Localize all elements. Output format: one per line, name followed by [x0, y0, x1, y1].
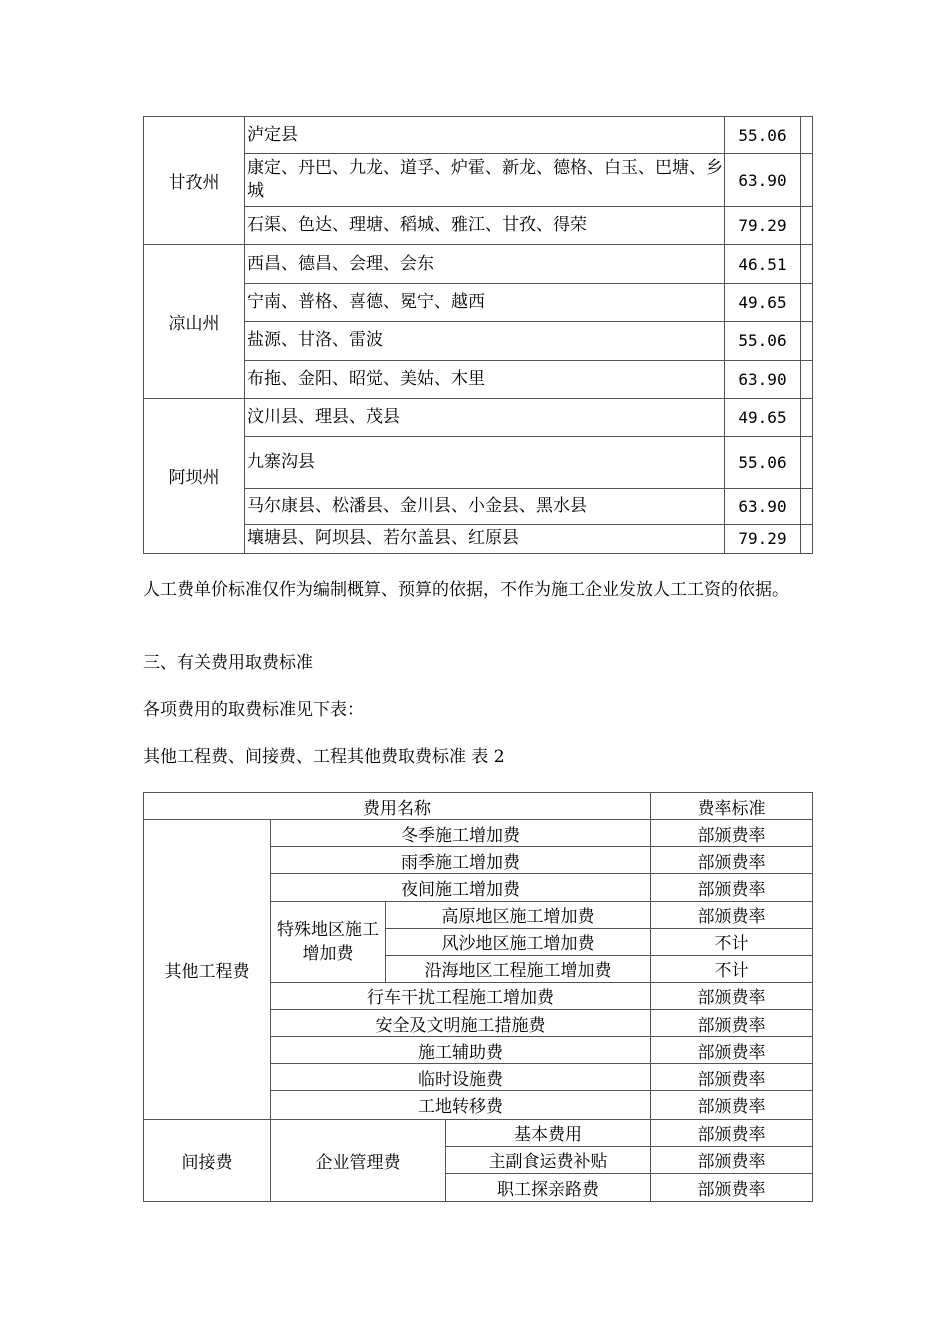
blank-cell — [801, 117, 813, 154]
group-label-special-area: 特殊地区施工增加费 — [271, 901, 386, 982]
wage-rate-table — [143, 116, 813, 554]
blank-cell — [801, 245, 813, 284]
table-row — [144, 488, 813, 524]
counties-cell: 马尔康县、松潘县、金川县、小金县、黑水县 — [245, 488, 725, 524]
rate-cell: 79.29 — [725, 524, 801, 553]
rate-cell: 55.06 — [725, 117, 801, 154]
fee-rate-cell: 部颁费率 — [651, 820, 813, 847]
intro-paragraph: 各项费用的取费标准见下表： — [143, 700, 364, 720]
fee-rate-cell: 部颁费率 — [651, 901, 813, 928]
blank-cell — [801, 436, 813, 488]
blank-cell — [801, 488, 813, 524]
fee-rate-cell: 不计 — [651, 928, 813, 955]
table-row — [144, 436, 813, 488]
blank-cell — [801, 207, 813, 245]
table-row — [144, 245, 813, 284]
fee-rate-cell: 部颁费率 — [651, 847, 813, 874]
fee-name-cell: 基本费用 — [446, 1119, 651, 1146]
counties-cell: 泸定县 — [245, 117, 725, 154]
table-row — [144, 524, 813, 553]
blank-cell — [801, 322, 813, 360]
table2-caption: 其他工程费、间接费、工程其他费取费标准 表 2 — [143, 747, 505, 767]
counties-cell: 西昌、德昌、会理、会东 — [245, 245, 725, 284]
table-row — [144, 117, 813, 154]
table-row — [144, 820, 813, 847]
counties-cell: 汶川县、理县、茂县 — [245, 398, 725, 436]
region-cell: 凉山州 — [144, 245, 245, 398]
fee-rate-cell: 部颁费率 — [651, 1091, 813, 1119]
rate-cell: 55.06 — [725, 322, 801, 360]
fee-rate-cell: 部颁费率 — [651, 874, 813, 901]
table-row — [144, 360, 813, 398]
blank-cell — [801, 360, 813, 398]
rate-cell: 49.65 — [725, 398, 801, 436]
table-row — [144, 1119, 813, 1146]
rate-cell: 63.90 — [725, 360, 801, 398]
counties-cell: 盐源、甘洛、雷波 — [245, 322, 725, 360]
fee-name-cell: 施工辅助费 — [271, 1037, 651, 1064]
rate-cell: 55.06 — [725, 436, 801, 488]
blank-cell — [801, 524, 813, 553]
table-row — [144, 207, 813, 245]
fee-name-cell: 安全及文明施工措施费 — [271, 1010, 651, 1037]
fee-rate-cell: 部颁费率 — [651, 1146, 813, 1173]
section-heading: 三、有关费用取费标准 — [143, 653, 313, 673]
fee-name-cell: 主副食运费补贴 — [446, 1146, 651, 1173]
blank-cell — [801, 284, 813, 322]
counties-cell: 壤塘县、阿坝县、若尔盖县、红原县 — [245, 524, 725, 553]
fee-name-cell: 工地转移费 — [271, 1091, 651, 1119]
fee-rate-cell: 部颁费率 — [651, 1119, 813, 1146]
counties-cell: 石渠、色达、理塘、稻城、雅江、甘孜、得荣 — [245, 207, 725, 245]
fee-name-cell: 行车干扰工程施工增加费 — [271, 982, 651, 1009]
fee-name-cell: 高原地区施工增加费 — [386, 901, 651, 928]
fee-rate-cell: 部颁费率 — [651, 982, 813, 1009]
rate-cell: 49.65 — [725, 284, 801, 322]
table-row — [144, 322, 813, 360]
blank-cell — [801, 398, 813, 436]
rate-cell: 79.29 — [725, 207, 801, 245]
rate-cell: 63.90 — [725, 154, 801, 207]
fee-rate-cell: 部颁费率 — [651, 1064, 813, 1091]
region-cell: 阿坝州 — [144, 398, 245, 553]
header-fee-name: 费用名称 — [144, 793, 651, 820]
fee-name-cell: 风沙地区施工增加费 — [386, 928, 651, 955]
fee-rate-cell: 部颁费率 — [651, 1010, 813, 1037]
counties-cell: 康定、丹巴、九龙、道孚、炉霍、新龙、德格、白玉、巴塘、乡城 — [245, 154, 725, 207]
table-row — [144, 398, 813, 436]
fee-rate-cell: 部颁费率 — [651, 1037, 813, 1064]
fee-name-cell: 雨季施工增加费 — [271, 847, 651, 874]
group-label-management: 企业管理费 — [271, 1119, 446, 1202]
header-fee-rate: 费率标准 — [651, 793, 813, 820]
table-header-row — [144, 793, 813, 820]
rate-cell: 63.90 — [725, 488, 801, 524]
fee-name-cell: 临时设施费 — [271, 1064, 651, 1091]
blank-cell — [801, 154, 813, 207]
fee-name-cell: 沿海地区工程施工增加费 — [386, 955, 651, 982]
region-cell: 甘孜州 — [144, 117, 245, 245]
rate-cell: 46.51 — [725, 245, 801, 284]
fee-name-cell: 职工探亲路费 — [446, 1173, 651, 1201]
group-label-indirect: 间接费 — [144, 1119, 271, 1202]
wage-note-paragraph: 人工费单价标准仅作为编制概算、预算的依据，不作为施工企业发放人工工资的依据。 — [143, 580, 789, 600]
fee-rate-cell: 不计 — [651, 955, 813, 982]
fee-name-cell: 冬季施工增加费 — [271, 820, 651, 847]
fee-rate-cell: 部颁费率 — [651, 1173, 813, 1201]
counties-cell: 宁南、普格、喜德、冕宁、越西 — [245, 284, 725, 322]
fee-standard-table — [143, 792, 813, 1202]
table-row — [144, 154, 813, 207]
counties-cell: 九寨沟县 — [245, 436, 725, 488]
group-label-other-works: 其他工程费 — [144, 820, 271, 1119]
counties-cell: 布拖、金阳、昭觉、美姑、木里 — [245, 360, 725, 398]
table-row — [144, 284, 813, 322]
fee-name-cell: 夜间施工增加费 — [271, 874, 651, 901]
